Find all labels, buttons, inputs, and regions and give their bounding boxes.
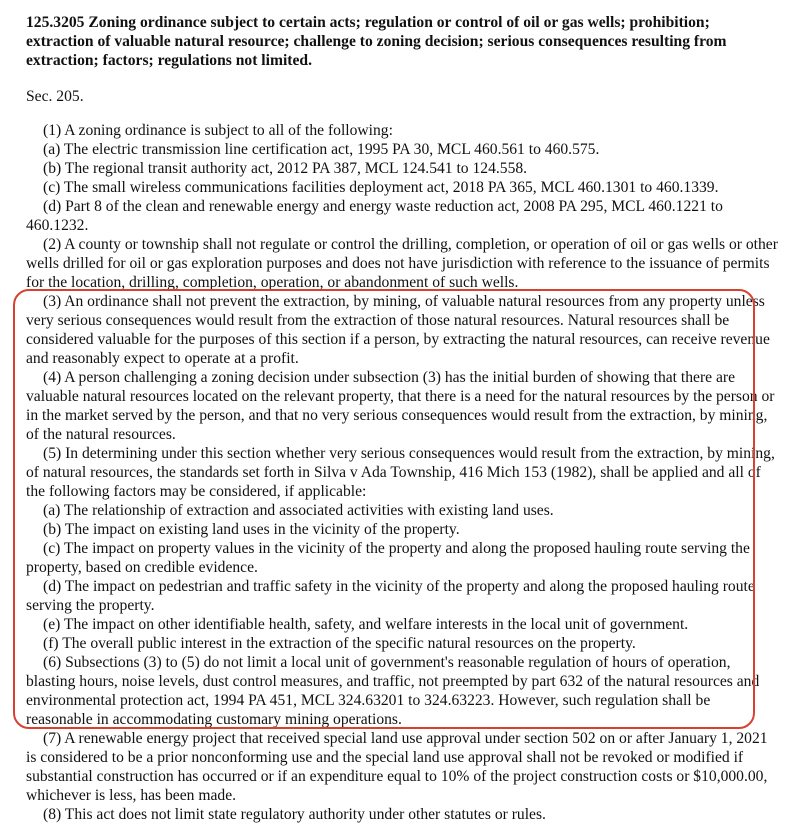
- paragraph-5a: (a) The relationship of extraction and associated activities with existing land uses.: [43, 502, 554, 519]
- paragraph-5f: (f) The overall public interest in the extraction of the specific natural resources on the property.: [43, 635, 636, 652]
- paragraph-5: (5) In determining under this section whether very serious consequences would result from the extraction, by mining, of natural resources, the standards set forth in Silva v Ada Township, 416 Mich 153 (1982), shall be applied and all of the following factors may be considered, if applicable:: [26, 445, 775, 500]
- paragraph-1: (1) A zoning ordinance is subject to all of the following:: [43, 122, 393, 139]
- paragraph-5b: (b) The impact on existing land uses in the vicinity of the property.: [43, 521, 460, 538]
- paragraph-1b: (b) The regional transit authority act, 2012 PA 387, MCL 124.541 to 124.558.: [43, 160, 528, 177]
- paragraph-6: (6) Subsections (3) to (5) do not limit a local unit of government's reasonable regulation of hours of operation, blasting hours, noise levels, dust control measures, and traffic, not preempted by part 632 of the natural resources and environmental protection act, 1994 PA 451, MCL 324.63201 to 324.63223. However, such regulation shall be reasonable in accommodating customary mining operations.: [26, 654, 760, 728]
- paragraph-1c: (c) The small wireless communications facilities deployment act, 2018 PA 365, MCL 460.1301 to 460.1339.: [43, 179, 719, 196]
- document-page: [26, 13, 778, 824]
- paragraph-3: (3) An ordinance shall not prevent the extraction, by mining, of valuable natural resources from any property unless very serious consequences would result from the extraction of those natural resources. Natural resources shall be considered valuable for the purposes of this section if a person, by extracting the natural resources, can receive revenue and reasonably expect to operate at a profit.: [26, 293, 770, 367]
- section-label: Sec. 205.: [26, 88, 84, 105]
- paragraph-7: (7) A renewable energy project that received special land use approval under section 502 on or after January 1, 2021 is considered to be a prior nonconforming use and the special land use approval shall not be revoked or modified if substantial construction has occurred or if an expenditure equal to 10% of the project construction costs or $10,000.00, whichever is less, has been made.: [26, 730, 768, 804]
- section-title: 125.3205 Zoning ordinance subject to certain acts; regulation or control of oil or gas wells; prohibition; extraction of valuable natural resource; challenge to zoning decision; serious consequences resulting from extraction; factors; regulations not limited.: [26, 14, 727, 69]
- paragraph-4: (4) A person challenging a zoning decision under subsection (3) has the initial burden of showing that there are valuable natural resources located on the relevant property, that there is a need for the natural resources by the person or in the market served by the person, and that no very serious consequences would result from the extraction, by mining, of the natural resources.: [26, 369, 775, 443]
- paragraph-1d: (d) Part 8 of the clean and renewable energy and energy waste reduction act, 2008 PA 295, MCL 460.1221 to 460.1232.: [26, 198, 723, 234]
- paragraph-5d: (d) The impact on pedestrian and traffic safety in the vicinity of the property and along the proposed hauling route serving the property.: [26, 578, 755, 614]
- paragraph-5c: (c) The impact on property values in the vicinity of the property and along the proposed hauling route serving the property, based on credible evidence.: [26, 540, 750, 576]
- paragraph-8: (8) This act does not limit state regulatory authority under other statutes or rules.: [43, 806, 546, 823]
- paragraph-5e: (e) The impact on other identifiable health, safety, and welfare interests in the local unit of government.: [43, 616, 689, 633]
- paragraph-2: (2) A county or township shall not regulate or control the drilling, completion, or operation of oil or gas wells or other wells drilled for oil or gas exploration purposes and does not have jurisdiction with reference to the issuance of permits for the location, drilling, completion, operation, or abandonment of such wells.: [26, 236, 778, 291]
- paragraph-1a: (a) The electric transmission line certification act, 1995 PA 30, MCL 460.561 to 460.575.: [43, 141, 600, 158]
